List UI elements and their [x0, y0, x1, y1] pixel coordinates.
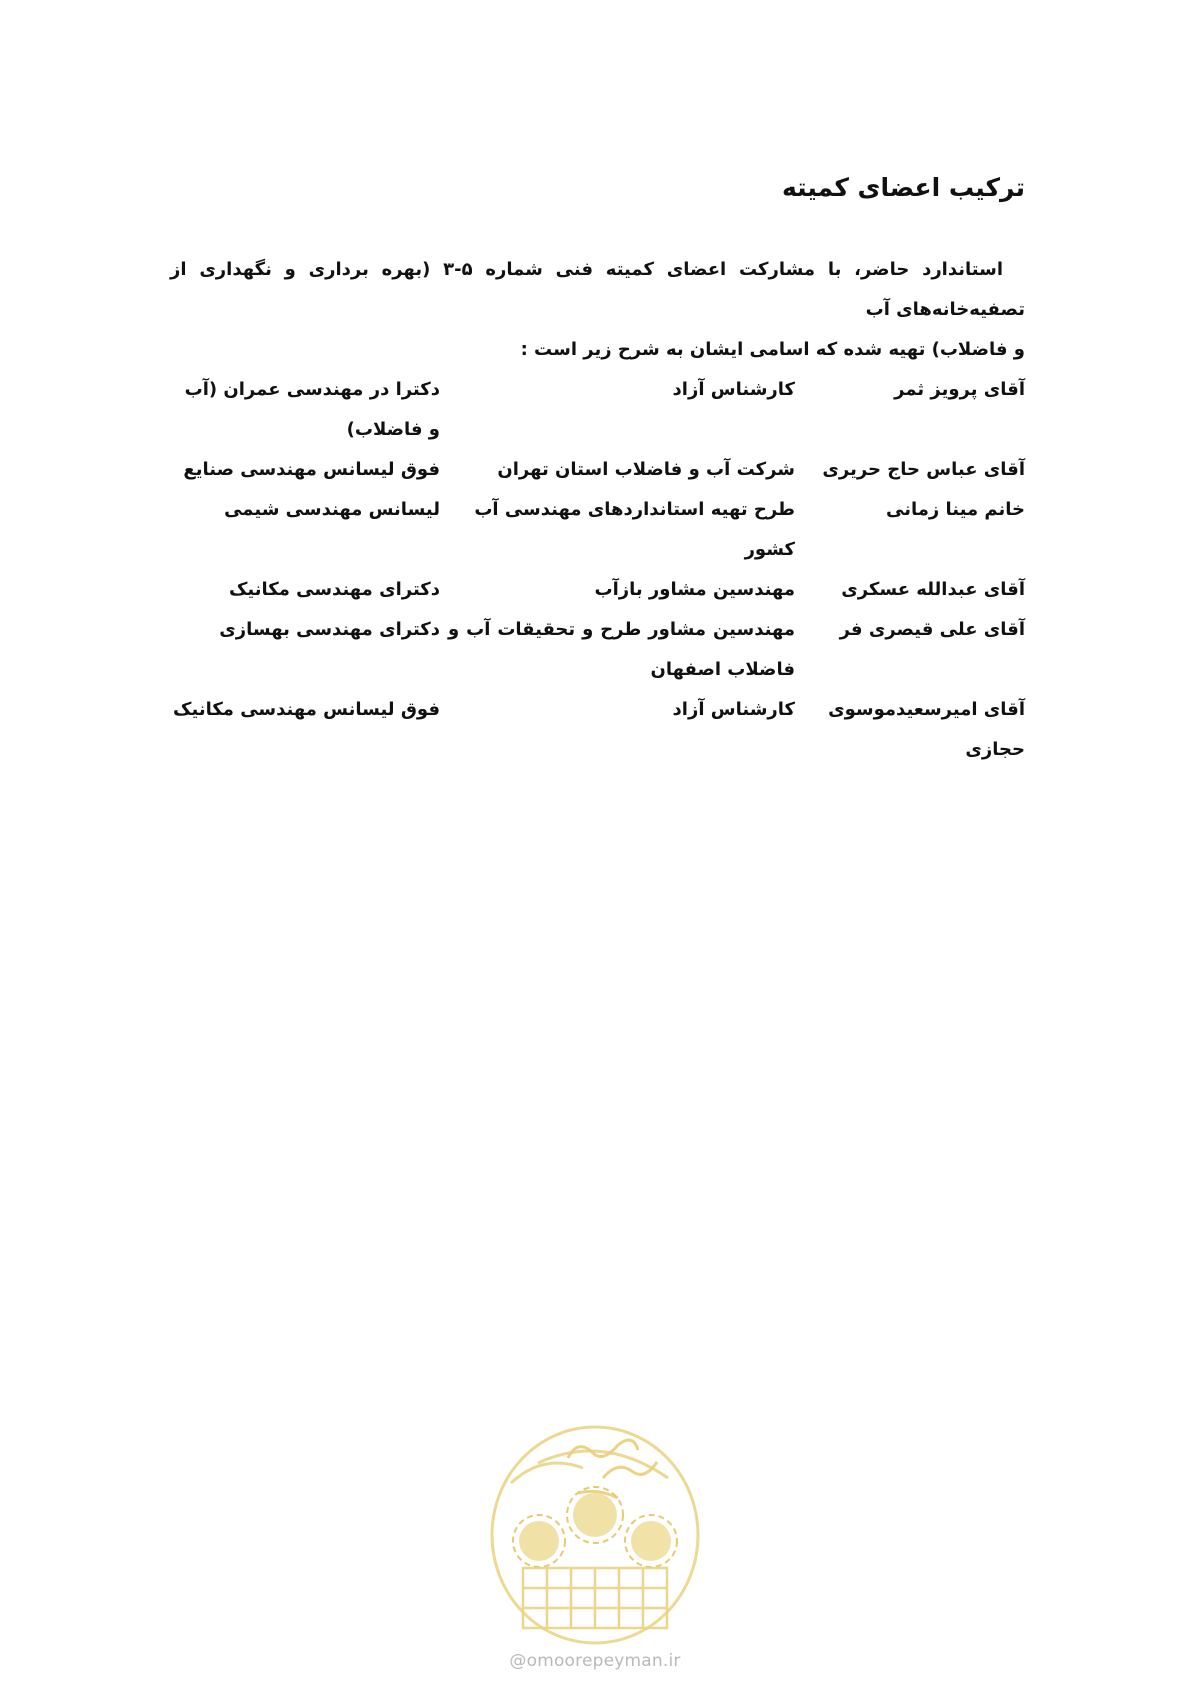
member-degree: دکترای مهندسی مکانیک — [228, 579, 440, 600]
intro-line-1: استاندارد حاضر، با مشارکت اعضای کمیته فنی شماره ۵-۳ (بهره برداری و نگهداری از تصفیه‌خانه‌های آب — [170, 259, 1025, 320]
page-title: ترکیب اعضای کمیته — [781, 173, 1025, 202]
member-degree: فوق لیسانس مهندسی صنایع — [183, 459, 440, 480]
member-org: مهندسین مشاور طرح و تحقیقات آب و فاضلاب اصفهان — [448, 619, 795, 680]
member-row — [170, 610, 1025, 690]
member-degree: فوق لیسانس مهندسی مکانیک — [173, 699, 440, 720]
member-name: آقای عباس حاج حریری — [822, 459, 1025, 480]
document-content — [170, 168, 1025, 770]
watermark-logo — [483, 1423, 707, 1673]
member-org: شرکت آب و فاضلاب استان تهران — [497, 459, 795, 480]
member-row — [170, 450, 1025, 490]
member-org: مهندسین مشاور بازآب — [594, 579, 795, 600]
member-name: خانم مینا زمانی — [886, 499, 1025, 520]
member-degree: دکترای مهندسی بهسازی — [219, 619, 440, 640]
member-degree: لیسانس مهندسی شیمی — [224, 499, 440, 520]
member-name: آقای عبدالله عسکری — [841, 579, 1025, 600]
member-org: طرح تهیه استانداردهای مهندسی آب کشور — [474, 499, 795, 560]
logo-seal-icon — [483, 1423, 707, 1651]
member-row — [170, 370, 1025, 450]
intro-paragraph — [170, 250, 1025, 370]
member-org: کارشناس آزاد — [672, 379, 795, 400]
member-row — [170, 490, 1025, 570]
member-name: آقای علی قیصری فر — [839, 619, 1025, 640]
intro-line-2: و فاضلاب) تهیه شده که اسامی ایشان به شرح زیر است : — [520, 339, 1025, 360]
member-org: کارشناس آزاد — [672, 699, 795, 720]
member-name: آقای امیرسعیدموسوی حجازی — [828, 699, 1025, 760]
member-name: آقای پرویز ثمر — [894, 379, 1025, 400]
member-row — [170, 690, 1025, 770]
member-degree: دکترا در مهندسی عمران (آب و فاضلاب) — [184, 379, 440, 440]
member-row — [170, 570, 1025, 610]
members-list — [170, 370, 1025, 770]
watermark-site-text: @omoorepeyman.ir — [509, 1651, 681, 1671]
